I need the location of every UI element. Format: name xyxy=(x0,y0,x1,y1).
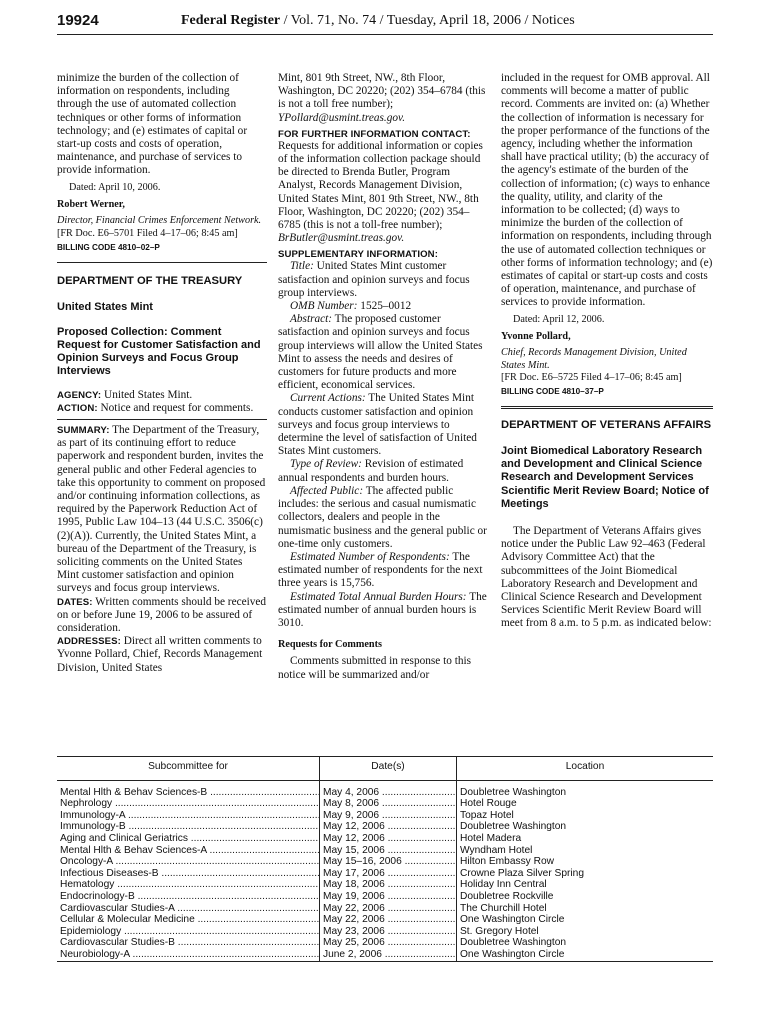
affected-public-text: The affected public includes: the serious and casual numismatic collectors, dealers and people in the numismatic business and the general public or one-time only customers. xyxy=(278,484,487,550)
running-head xyxy=(181,13,575,29)
supplementary-label: SUPPLEMENTARY INFORMATION: xyxy=(278,249,439,261)
dates-label: DATES: xyxy=(57,596,93,608)
date-text: May 12, 2006 ..... xyxy=(323,821,457,832)
location-cell xyxy=(457,821,714,833)
action-text: Notice and request for comments. xyxy=(97,401,254,414)
continued-text: included in the request for OMB approval. All comments will become a matter of public record. Comments are invited on: (a) Whether the collection of information is necessary for the proper performance of the functions of the agency, including whether the information shall have practical utility; (b) the accuracy of the agency's estimate of the burden of the collection of information; (c) ways to enhance the quality, utility, and clarity of the information to be collected; (d) ways to minimize the burden of the collection of information on respondents, including through the use of automated collection techniques or other forms of information technology; and (e) estimates of capital or start-up costs and costs of operation, maintenance, and purchase of services to provide information. xyxy=(501,72,713,309)
date-text: May 8, 2006 ..... xyxy=(323,798,457,809)
respondents-paragraph xyxy=(278,551,490,591)
contact-text: Requests for additional information or copies of the information collection package should be directed to Brenda Butler, Program Analyst, Records Management Division, United States Mint, 801 9th Street, NW., 8th Floor, Washington, DC 20220; (202) 354–6785 (this is not a toll-free number); xyxy=(278,139,483,232)
meeting-schedule-table xyxy=(57,756,713,962)
table-row xyxy=(57,891,713,903)
signer-name: Robert Werner, xyxy=(57,199,125,211)
abstract-label: Abstract: xyxy=(290,313,333,326)
requests-text: Comments submitted in response to this notice will be summarized and/or xyxy=(278,655,472,681)
table-row xyxy=(57,845,713,857)
location-text: Holiday Inn Central xyxy=(460,879,547,891)
burden-text: The estimated number of annual burden hours is 3010. xyxy=(278,590,487,629)
date-cell xyxy=(320,879,457,891)
page-number: 19924 xyxy=(57,12,99,29)
current-actions-label: Current Actions: xyxy=(290,392,366,405)
column-header-dates: Date(s) xyxy=(320,757,457,781)
location-cell xyxy=(457,926,714,938)
action-label: ACTION: xyxy=(57,402,98,414)
dates-paragraph xyxy=(57,596,267,636)
location-cell xyxy=(457,868,714,880)
title-text: United States Mint customer satisfaction and opinion surveys and focus group interviews. xyxy=(278,260,470,299)
subcommittee-text: Neurobiology-A ..... xyxy=(60,949,320,960)
subcommittee-text: Mental Hlth & Behav Sciences-A ..... xyxy=(60,845,320,856)
subcommittee-cell xyxy=(57,810,320,822)
date-cell xyxy=(320,821,457,833)
signer-title: Chief, Records Management Division, United States Mint. xyxy=(501,347,687,371)
date-text: May 9, 2006 ..... xyxy=(323,810,457,821)
date-cell xyxy=(320,914,457,926)
location-cell xyxy=(457,949,714,961)
location-cell xyxy=(457,937,714,949)
table-body xyxy=(57,780,713,961)
subcommittee-cell xyxy=(57,914,320,926)
review-paragraph xyxy=(278,458,490,484)
signer-name: Yvonne Pollard, xyxy=(501,331,571,343)
column-1 xyxy=(57,72,267,675)
location-cell xyxy=(457,833,714,845)
date-cell xyxy=(320,833,457,845)
location-text: Hotel Rouge xyxy=(460,798,517,810)
dated-line: Dated: April 10, 2006. xyxy=(69,181,161,193)
email-link[interactable]: YPollard@usmint.treas.gov. xyxy=(278,111,406,124)
addresses-paragraph xyxy=(57,635,267,675)
dates-text: Written comments should be received on or before June 19, 2006 to be assured of consideration. xyxy=(57,595,267,635)
title-paragraph xyxy=(278,260,490,300)
summary-text: The Department of the Treasury, as part of its continuing effort to reduce paperwork and respondent burden, invites the general public and other Federal agencies to take this opportunity to comment on proposed and/or continuing information collections, as required by the Paperwork Reduction Act of 1995, Public Law 104–13 (44 U.S.C. 3506(c)(2)(A)). Currently, the United States Mint, a bureau of the Department of the Treasury, is soliciting comments on the United States Mint customer satisfaction and opinion surveys and focus group interviews. xyxy=(57,423,266,595)
date-text: May 4, 2006 ..... xyxy=(323,787,457,798)
table-row xyxy=(57,821,713,833)
date-cell xyxy=(320,903,457,915)
signer-title: Director, Financial Crimes Enforcement Network. xyxy=(57,215,262,227)
subcommittee-cell xyxy=(57,856,320,868)
subcommittee-text: Epidemiology ..... xyxy=(60,926,320,937)
column-header-subcommittee: Subcommittee for xyxy=(57,757,320,781)
table-row xyxy=(57,903,713,915)
continued-text: Mint, 801 9th Street, NW., 8th Floor, Washington, DC 20220; (202) 354–6784 (this is not a toll free number); xyxy=(278,72,486,111)
date-cell xyxy=(320,949,457,961)
location-text: Crowne Plaza Silver Spring xyxy=(460,867,585,879)
omb-paragraph xyxy=(278,300,490,313)
omb-label: OMB Number: xyxy=(290,300,358,313)
addresses-text: Direct all written comments to Yvonne Pollard, Chief, Records Management Division, United States xyxy=(57,635,263,674)
date-text: May 15–16, 2006 ..... xyxy=(323,856,457,867)
agency-subheading: United States Mint xyxy=(57,300,153,313)
subcommittee-cell xyxy=(57,845,320,857)
location-text: St. Gregory Hotel xyxy=(460,925,539,937)
action-line xyxy=(57,402,267,415)
date-cell xyxy=(320,780,457,798)
location-cell xyxy=(457,914,714,926)
location-cell xyxy=(457,891,714,903)
date-cell xyxy=(320,926,457,938)
location-text: Hilton Embassy Row xyxy=(460,856,554,868)
table-row xyxy=(57,914,713,926)
subcommittee-cell xyxy=(57,926,320,938)
location-cell xyxy=(457,879,714,891)
contact-label: FOR FURTHER INFORMATION CONTACT: xyxy=(278,128,471,140)
email-link[interactable]: BrButler@usmint.treas.gov. xyxy=(278,232,405,245)
table-row xyxy=(57,949,713,961)
location-cell xyxy=(457,845,714,857)
subcommittee-text: Nephrology ..... xyxy=(60,798,320,809)
location-text: Doubletree Rockville xyxy=(460,890,554,902)
table-row xyxy=(57,868,713,880)
location-cell xyxy=(457,856,714,868)
agency-line xyxy=(57,389,267,402)
date-text: May 22, 2006 ..... xyxy=(323,914,457,925)
title-label: Title: xyxy=(290,260,314,273)
subcommittee-text: Cellular & Molecular Medicine ..... xyxy=(60,914,320,925)
date-cell xyxy=(320,891,457,903)
subcommittee-cell xyxy=(57,903,320,915)
date-cell xyxy=(320,856,457,868)
date-cell xyxy=(320,810,457,822)
affected-public-paragraph xyxy=(278,485,490,551)
current-actions-text: The United States Mint conducts customer satisfaction and opinion surveys and focus group interviews to determine the level of satisfaction of United States Mint customers. xyxy=(278,392,477,458)
summary-label: SUMMARY: xyxy=(57,424,110,436)
date-text: May 12, 2006 ..... xyxy=(323,833,457,844)
subcommittee-cell xyxy=(57,949,320,961)
subcommittee-cell xyxy=(57,833,320,845)
location-text: The Churchill Hotel xyxy=(460,902,547,914)
document-title: Joint Biomedical Laboratory Research and Development and Clinical Science Research and Development Services Scientific Merit Review Board; Notice of Meetings xyxy=(501,444,709,510)
subcommittee-text: Oncology-A ..... xyxy=(60,856,320,867)
subcommittee-text: Hematology ..... xyxy=(60,879,320,890)
subcommittee-text: Immunology-B ..... xyxy=(60,821,320,832)
continued-text: minimize the burden of the collection of information on respondents, including through the use of automated collection techniques or other forms of information technology; and (e) estimates of capital or start-up costs and costs of operation, maintenance, and purchase of services to provide information. xyxy=(57,72,248,177)
date-text: May 18, 2006 ..... xyxy=(323,879,457,890)
issue-details: / Vol. 71, No. 74 / Tuesday, April 18, 2006 / Notices xyxy=(280,13,575,28)
review-label: Type of Review: xyxy=(290,458,362,471)
location-text: Hotel Madera xyxy=(460,832,522,844)
date-cell xyxy=(320,845,457,857)
department-heading: DEPARTMENT OF VETERANS AFFAIRS xyxy=(501,419,712,432)
location-text: Wyndham Hotel xyxy=(460,844,533,856)
subcommittee-text: Aging and Clinical Geriatrics ..... xyxy=(60,833,320,844)
table-row xyxy=(57,937,713,949)
location-text: Doubletree Washington xyxy=(460,937,567,949)
subcommittee-cell xyxy=(57,879,320,891)
addresses-label: ADDRESSES: xyxy=(57,636,121,648)
subcommittee-cell xyxy=(57,891,320,903)
agency-text: United States Mint. xyxy=(101,388,193,401)
location-text: Topaz Hotel xyxy=(460,809,514,821)
department-heading: DEPARTMENT OF THE TREASURY xyxy=(57,275,243,288)
affected-public-label: Affected Public: xyxy=(290,484,364,497)
date-cell xyxy=(320,937,457,949)
review-text: Revision of estimated annual respondents and burden hours. xyxy=(278,458,464,484)
date-text: May 25, 2006 ..... xyxy=(323,937,457,948)
subcommittee-text: Cardiovascular Studies-B ..... xyxy=(60,937,320,948)
location-cell xyxy=(457,780,714,798)
billing-code: BILLING CODE 4810–02–P xyxy=(57,243,160,253)
location-text: One Washington Circle xyxy=(460,948,565,960)
document-title: Proposed Collection: Comment Request for Customer Satisfaction and Opinion Surveys and Focus Group Interviews xyxy=(57,325,261,378)
agency-label: AGENCY: xyxy=(57,389,102,401)
subcommittee-text: Immunology-A ..... xyxy=(60,810,320,821)
date-text: June 2, 2006 ..... xyxy=(323,949,457,960)
location-text: Doubletree Washington xyxy=(460,786,567,798)
header-rule xyxy=(57,34,713,35)
date-text: May 15, 2006 ..... xyxy=(323,845,457,856)
subcommittee-text: Infectious Diseases-B ..... xyxy=(60,868,320,879)
subcommittee-text: Endocrinology-B ..... xyxy=(60,891,320,902)
respondents-text: The estimated number of respondents for the next three years is 15,756. xyxy=(278,550,483,590)
page-header xyxy=(57,10,713,36)
fr-doc-line: [FR Doc. E6–5725 Filed 4–17–06; 8:45 am] xyxy=(501,372,682,384)
date-cell xyxy=(320,798,457,810)
table-row xyxy=(57,833,713,845)
column-header-location: Location xyxy=(457,757,714,781)
current-actions-paragraph xyxy=(278,392,490,458)
date-text: May 22, 2006 ..... xyxy=(323,903,457,914)
respondents-label: Estimated Number of Respondents: xyxy=(290,550,450,563)
table-row xyxy=(57,856,713,868)
burden-label: Estimated Total Annual Burden Hours: xyxy=(290,590,467,603)
notice-body: The Department of Veterans Affairs gives notice under the Public Law 92–463 (Federal Advisory Committee Act) that the subcommittees of the Joint Biomedical Laboratory Research and Development and Clinical Science Research and Development Services Scientific Merit Review Board will meet from 8 a.m. to 5 p.m. as indicated below: xyxy=(501,525,712,630)
table-row xyxy=(57,798,713,810)
burden-paragraph xyxy=(278,591,490,631)
abstract-text: The proposed customer satisfaction and opinion surveys and focus group interviews will allow the United States Mint to assess the needs and desires of customers for future products and more efficient, economical services. xyxy=(278,313,483,392)
date-text: May 23, 2006 ..... xyxy=(323,926,457,937)
date-cell xyxy=(320,868,457,880)
column-2 xyxy=(278,72,490,682)
table-row xyxy=(57,926,713,938)
requests-heading: Requests for Comments xyxy=(278,639,382,651)
subcommittee-cell xyxy=(57,798,320,810)
location-cell xyxy=(457,798,714,810)
location-text: Doubletree Washington xyxy=(460,821,567,833)
date-text: May 19, 2006 ..... xyxy=(323,891,457,902)
summary-paragraph xyxy=(57,424,267,596)
subcommittee-text: Mental Hlth & Behav Sciences-B ..... xyxy=(60,787,320,798)
fr-doc-line: [FR Doc. E6–5701 Filed 4–17–06; 8:45 am] xyxy=(57,227,238,239)
subcommittee-cell xyxy=(57,780,320,798)
column-3 xyxy=(501,72,713,631)
date-text: May 17, 2006 ..... xyxy=(323,868,457,879)
billing-code: BILLING CODE 4810–37–P xyxy=(501,387,604,397)
location-cell xyxy=(457,903,714,915)
subcommittee-text: Cardiovascular Studies-A ..... xyxy=(60,903,320,914)
location-cell xyxy=(457,810,714,822)
publication-name: Federal Register xyxy=(181,13,281,28)
table-row xyxy=(57,810,713,822)
omb-text: 1525–0012 xyxy=(357,300,412,313)
dated-line: Dated: April 12, 2006. xyxy=(513,313,605,325)
table-row xyxy=(57,879,713,891)
table-header-row xyxy=(57,757,713,781)
table-row xyxy=(57,780,713,798)
subcommittee-cell xyxy=(57,821,320,833)
location-text: One Washington Circle xyxy=(460,914,565,926)
subcommittee-cell xyxy=(57,937,320,949)
abstract-paragraph xyxy=(278,313,490,392)
subcommittee-cell xyxy=(57,868,320,880)
